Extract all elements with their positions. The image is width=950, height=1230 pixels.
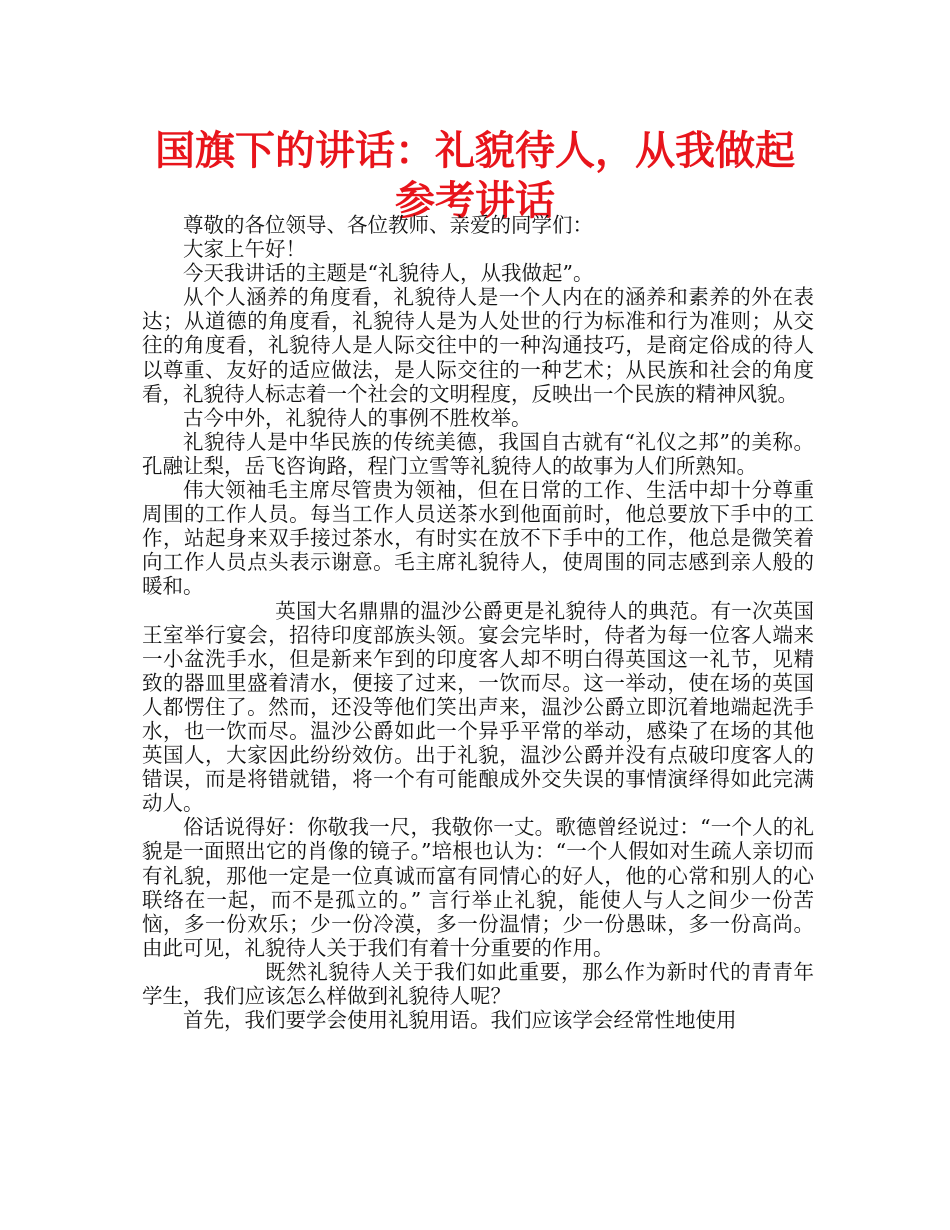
greeting: 大家上午好！	[183, 237, 306, 262]
body-paragraph: 俗话说得好：你敬我一尺，我敬你一丈。歌德曾经说过：“一个人的礼貌是一面照出它的肖像的镜子。”培根也认为：“一个人假如对生疏人亲切而有礼貌，那他一定是一位真诚而富有同情心的好人，他的心常和别人的心联络在一起，而不是孤立的。” 言行举止礼貌，能使人与人之间少一份苦恼，多一份欢乐；少一份冷漠，多一份温情；少一份愚昧，多一份高尚。由此可见，礼貌待人关于我们有着十分重要的作用。	[142, 815, 814, 960]
salutation: 尊敬的各位领导、各位教师、亲爱的同学们：	[183, 213, 593, 237]
document-body	[142, 213, 814, 1032]
topic-paragraph: 今天我讲话的主题是“礼貌待人，从我做起”。	[183, 261, 594, 286]
body-paragraph: 英国大名鼎鼎的温沙公爵更是礼貌待人的典范。有一次英国王室举行宴会，招待印度部族头领。宴会完毕时，侍者为每一位客人端来一小盆洗手水，但是新来乍到的印度客人却不明白得英国这一礼节，见精致的器皿里盛着清水，便接了过来，一饮而尽。这一举动，使在场的英国人都愣住了。然而，还没等他们笑出声来，温沙公爵立即沉着地端起洗手水，也一饮而尽。温沙公爵如此一个异乎平常的举动，感染了在场的其他英国人，大家因此纷纷效仿。出于礼貌，温沙公爵并没有点破印度客人的错误，而是将错就错，将一个有可能酿成外交失误的事情演绎得如此完满动人。	[142, 598, 814, 816]
body-paragraph: 首先，我们要学会使用礼貌用语。我们应该学会经常性地使用	[183, 1008, 737, 1033]
body-paragraph: 既然礼貌待人关于我们如此重要，那么作为新时代的青青年学生，我们应该怎么样做到礼貌待人呢？	[142, 959, 814, 1008]
body-paragraph: 古今中外，礼貌待人的事例不胜枚举。	[183, 405, 532, 430]
document-title: 国旗下的讲话：礼貌待人，从我做起参考讲话	[155, 128, 795, 224]
body-paragraph: 礼貌待人是中华民族的传统美德，我国自古就有“礼仪之邦”的美称。孔融让梨，岳飞咨询路，程门立雪等礼貌待人的故事为人们所熟知。	[142, 429, 814, 478]
body-paragraph: 从个人涵养的角度看，礼貌待人是一个人内在的涵养和素养的外在表达；从道德的角度看，礼貌待人是为人处世的行为标准和行为准则；从交往的角度看，礼貌待人是人际交往中的一种沟通技巧，是商定俗成的待人以尊重、友好的适应做法，是人际交往的一种艺术；从民族和社会的角度看，礼貌待人标志着一个社会的文明程度，反映出一个民族的精神风貌。	[142, 285, 814, 406]
body-paragraph: 伟大领袖毛主席尽管贵为领袖，但在日常的工作、生活中却十分尊重周围的工作人员。每当工作人员送茶水到他面前时，他总要放下手中的工作，站起身来双手接过茶水，有时实在放不下手中的工作，他总是微笑着向工作人员点头表示谢意。毛主席礼貌待人，使周围的同志感到亲人般的暖和。	[142, 478, 814, 599]
